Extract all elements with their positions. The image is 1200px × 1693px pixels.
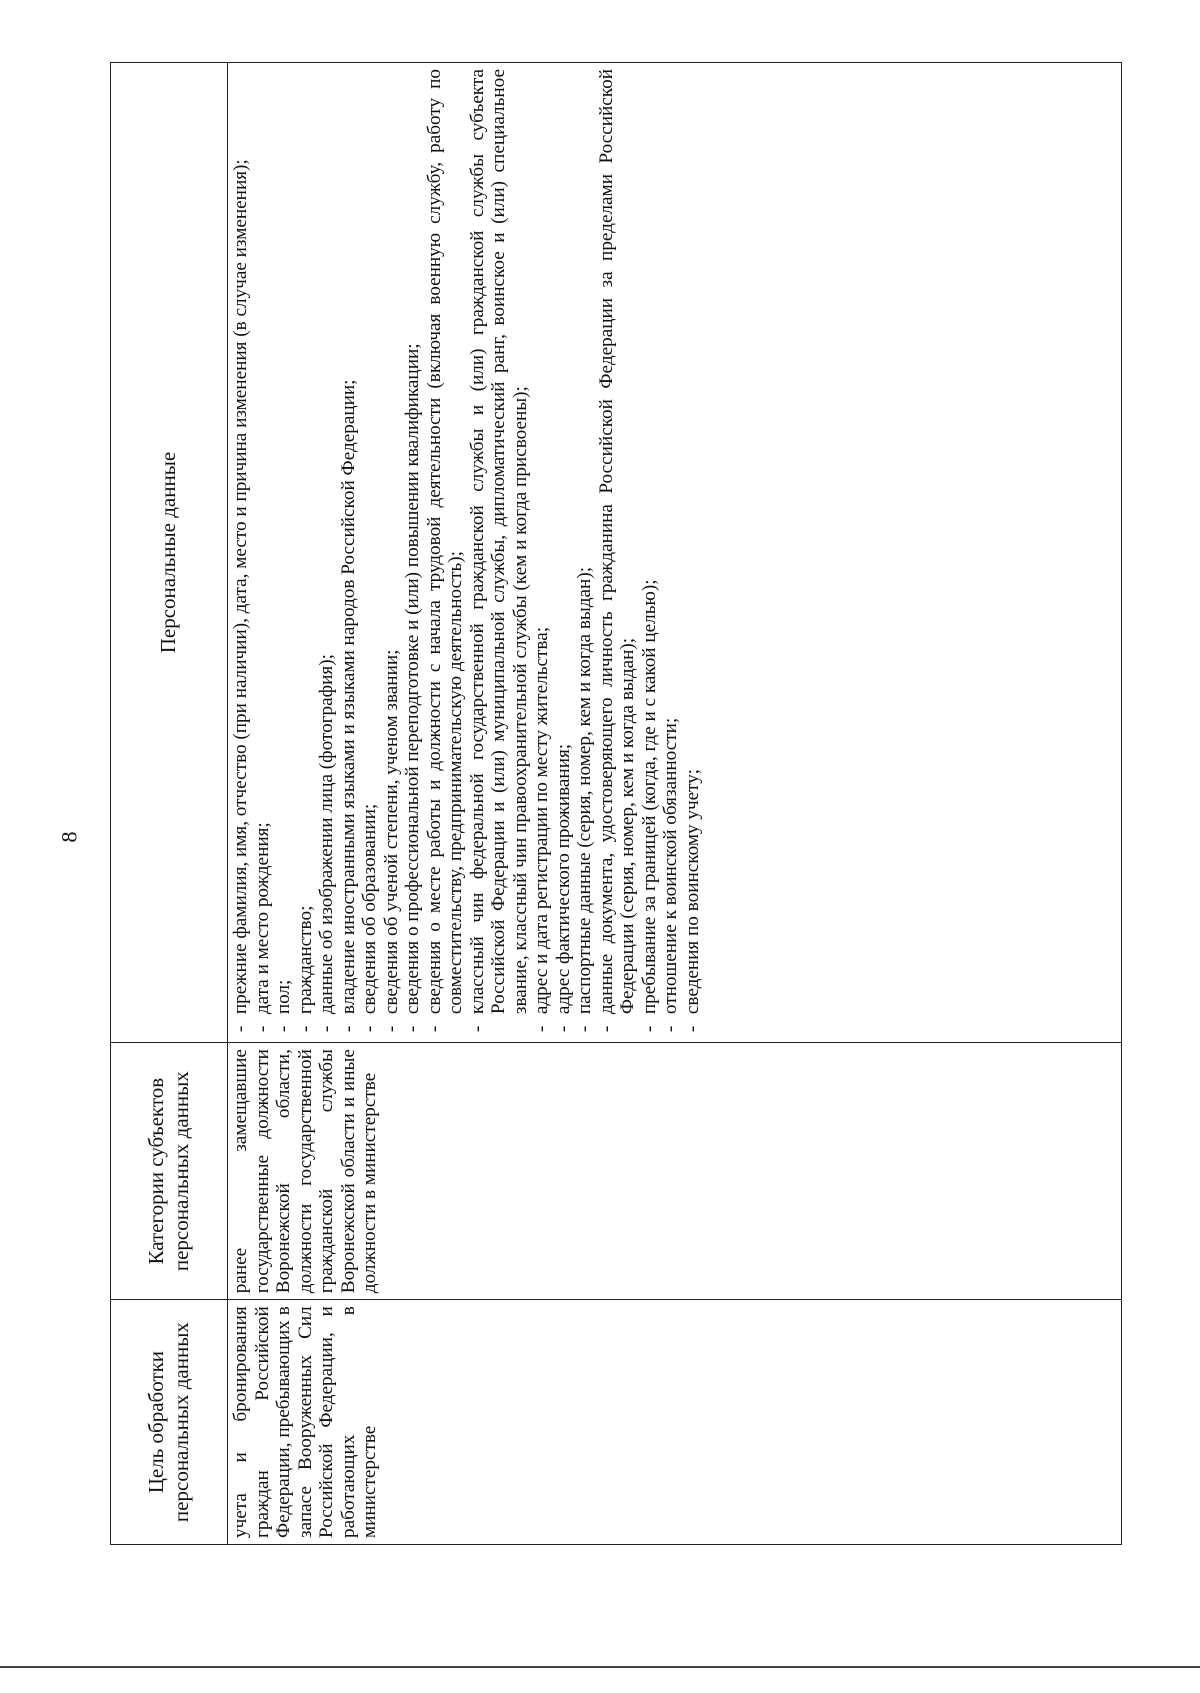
header-categories: Категории субъектов персональных данных <box>111 1043 228 1300</box>
list-item: - классный чин федеральной государственной гражданской службы и (или) гражданской службы субъекта Российской Федерации и (или) муниципальной службы, дипломатический ранг, воинское и (или) специальное звание, классный чин правоохранительной службы (кем и когда присвоены); <box>467 69 532 1036</box>
list-item: - пребывание за границей (когда, где и с какой целью); <box>639 69 661 1036</box>
cell-categories: ранее замещавшие государственные должности Воронежской области, должности государственной гражданской службы Воронежской области и иные должности в министерстве <box>228 1043 1122 1300</box>
header-purpose: Цель обработки персональных данных <box>111 1300 228 1545</box>
cell-personal-data <box>228 63 1122 1043</box>
list-item: - сведения о профессиональной переподготовке и (или) повышении квалификации; <box>402 69 424 1036</box>
personal-data-list <box>230 69 703 1036</box>
list-item: - гражданство; <box>295 69 317 1036</box>
list-item: - адрес и дата регистрации по месту жительства; <box>531 69 553 1036</box>
list-item: - сведения об образовании; <box>359 69 381 1036</box>
list-item: - дата и место рождения; <box>252 69 274 1036</box>
list-item: - сведения по воинскому учету; <box>682 69 704 1036</box>
list-item: - пол; <box>273 69 295 1036</box>
header-personal-data: Персональные данные <box>111 63 228 1043</box>
list-item: - прежние фамилия, имя, отчество (при наличии), дата, место и причина изменения (в случае изменения); <box>230 69 252 1036</box>
list-item: - владение иностранными языками и языками народов Российской Федерации; <box>338 69 360 1036</box>
list-item: - сведения о месте работы и должности с начала трудовой деятельности (включая военную службу, работу по совместительству, предпринимательскую деятельность); <box>424 69 467 1036</box>
list-item: - сведения об ученой степени, ученом звании; <box>381 69 403 1036</box>
list-item: - отношение к воинской обязанности; <box>660 69 682 1036</box>
scan-edge-line <box>0 1666 1200 1668</box>
list-item: - данные документа, удостоверяющего личность гражданина Российской Федерации за пределами Российской Федерации (серия, номер, кем и когда выдан); <box>596 69 639 1036</box>
table-header-row <box>111 63 228 1545</box>
page-number: 8 <box>56 831 82 843</box>
table-row <box>228 63 1122 1545</box>
personal-data-table <box>110 62 1122 1545</box>
list-item: - адрес фактического проживания; <box>553 69 575 1036</box>
list-item: - данные об изображении лица (фотография); <box>316 69 338 1036</box>
list-item: - паспортные данные (серия, номер, кем и когда выдан); <box>574 69 596 1036</box>
cell-purpose: учета и бронирования граждан Российской Федерации, пребывающих в запасе Вооруженных Сил Российской Федерации, и работающих в министерстве <box>228 1300 1122 1545</box>
